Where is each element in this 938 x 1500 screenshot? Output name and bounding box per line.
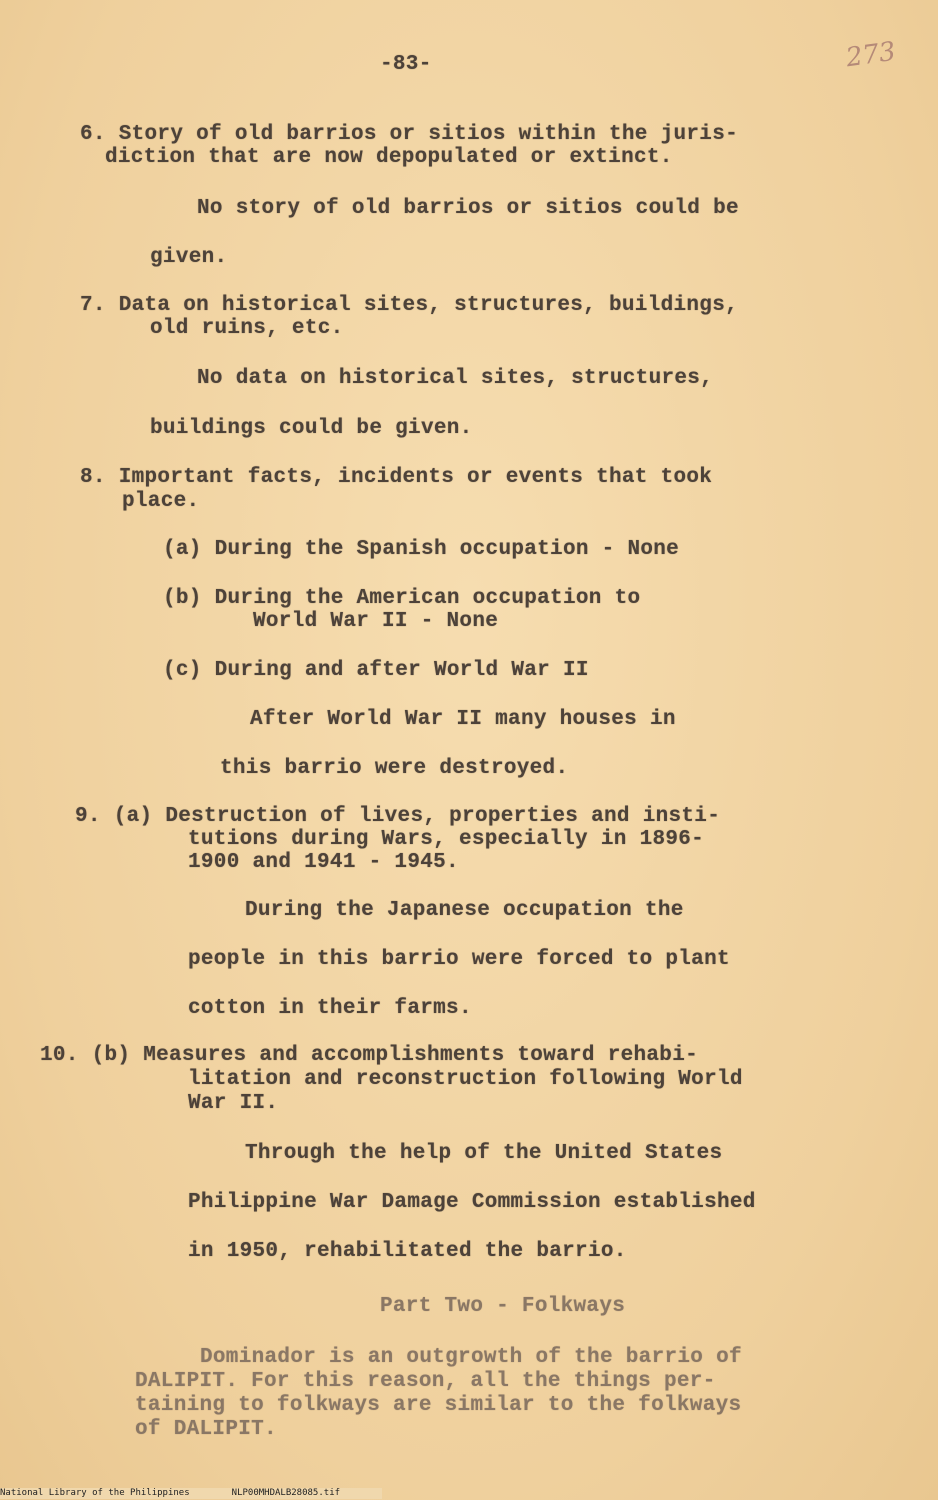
footer-library: National Library of the Philippines (0, 1488, 190, 1498)
item-8a: (a) During the Spanish occupation - None (163, 538, 680, 561)
part-two-paragraph-line-3: taining to folkways are similar to the folkways (135, 1394, 742, 1417)
item-7-heading-line-2: old ruins, etc. (150, 317, 344, 340)
item-8c-answer-line-1: After World War II many houses in (250, 708, 676, 731)
item-6-answer-line-1: No story of old barrios or sitios could be (197, 197, 739, 220)
handwritten-page-annotation: 273 (844, 36, 898, 74)
part-two-heading: Part Two - Folkways (380, 1295, 626, 1318)
item-9-heading-line-3: 1900 and 1941 - 1945. (188, 851, 459, 874)
item-8b-line-1: (b) During the American occupation to (163, 587, 641, 610)
item-6-heading-line-1: 6. Story of old barrios or sitios within the juris- (80, 123, 739, 146)
item-10-answer-line-3: in 1950, rehabilitated the barrio. (188, 1240, 627, 1263)
item-6-heading-line-2: diction that are now depopulated or extinct. (105, 146, 673, 169)
item-8c-answer-line-2: this barrio were destroyed. (220, 757, 569, 780)
item-10-answer-line-2: Philippine War Damage Commission established (188, 1191, 756, 1214)
item-9-heading-line-1: 9. (a) Destruction of lives, properties and insti- (75, 805, 721, 828)
item-8c: (c) During and after World War II (163, 659, 589, 682)
item-9-answer-line-2: people in this barrio were forced to plant (188, 948, 730, 971)
scan-footer (0, 1488, 382, 1499)
item-7-heading-line-1: 7. Data on historical sites, structures, buildings, (80, 294, 739, 317)
item-10-answer-line-1: Through the help of the United States (245, 1142, 723, 1165)
item-10-heading-line-2: litation and reconstruction following World (188, 1068, 743, 1091)
item-7-answer-line-2: buildings could be given. (150, 417, 473, 440)
footer-filename: NLP00MHDALB28085.tif (231, 1488, 341, 1498)
item-8b-line-2: World War II - None (253, 610, 499, 633)
item-9-heading-line-2: tutions during Wars, especially in 1896- (188, 828, 705, 851)
part-two-paragraph-line-2: DALIPIT. For this reason, all the things per- (135, 1370, 716, 1393)
item-9-answer-line-3: cotton in their farms. (188, 997, 472, 1020)
item-10-heading-line-3: War II. (188, 1092, 279, 1115)
part-two-paragraph-line-4: of DALIPIT. (135, 1418, 277, 1441)
item-7-answer-line-1: No data on historical sites, structures, (197, 367, 714, 390)
item-8-heading-line-2: place. (122, 490, 200, 513)
item-6-answer-line-2: given. (150, 246, 228, 269)
page-number: -83- (380, 53, 432, 76)
part-two-paragraph-line-1: Dominador is an outgrowth of the barrio of (200, 1346, 742, 1369)
item-10-heading-line-1: 10. (b) Measures and accomplishments toward rehabi- (40, 1044, 699, 1067)
item-8-heading-line-1: 8. Important facts, incidents or events that took (80, 466, 713, 489)
item-9-answer-line-1: During the Japanese occupation the (245, 899, 684, 922)
